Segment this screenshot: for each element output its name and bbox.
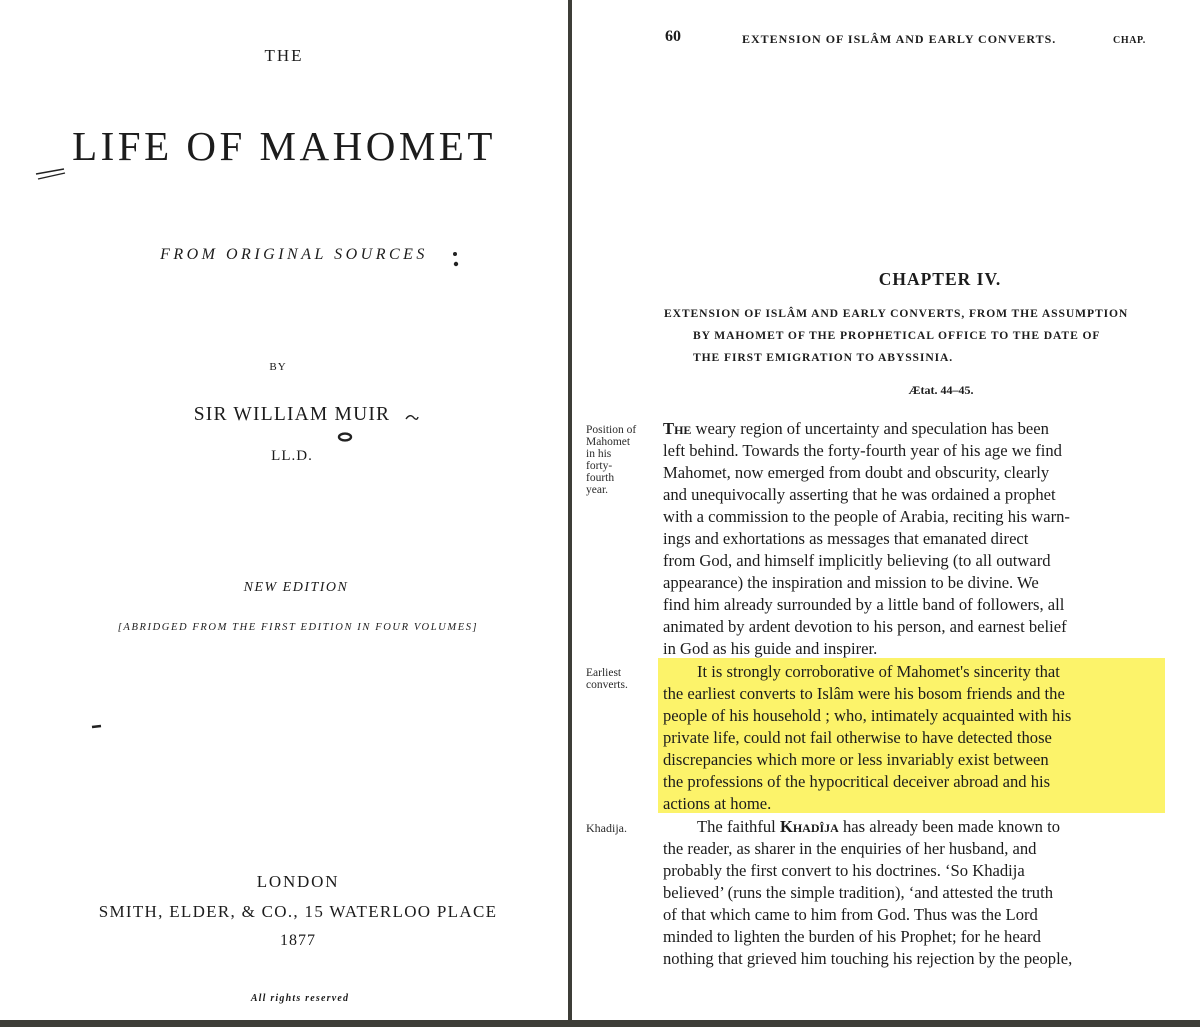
text-line: people of his household ; who, intimately acquainted with his: [663, 706, 1072, 725]
running-chap: CHAP.: [1113, 35, 1146, 46]
edition-label: NEW EDITION: [243, 580, 349, 595]
text-line: find him already surrounded by a little band of followers, all: [663, 595, 1065, 614]
text-line: private life, could not fail otherwise to have detected those: [663, 728, 1052, 747]
text-line: It is strongly corroborative of Mahomet's sincerity that: [697, 662, 1060, 681]
text-line: with a commission to the people of Arabia, reciting his warn-: [663, 507, 1070, 526]
sidenote-line: converts.: [586, 679, 628, 691]
text-line: [663, 816, 1072, 838]
text-line: left behind. Towards the forty-fourth year of his age we find: [663, 441, 1062, 460]
paragraph-khadija: [663, 816, 1072, 970]
text-line: believed’ (runs the simple tradition), ‘and attested the truth: [663, 883, 1053, 902]
summary-line: EXTENSION OF ISLÂM AND EARLY CONVERTS, FROM THE ASSUMPTION: [664, 307, 1129, 320]
chapter-summary: [664, 303, 1154, 369]
sidenote-line: Earliest: [586, 667, 622, 679]
subtitle-text: FROM ORIGINAL SOURCES: [160, 246, 428, 263]
subtitle: [10, 246, 568, 264]
text-line: discrepancies which more or less invariably exist between: [663, 750, 1049, 769]
text-line: [663, 418, 1070, 440]
text-line: in God as his guide and inspirer.: [663, 639, 878, 658]
text-line-post: has already been made known to: [838, 817, 1061, 836]
running-title: EXTENSION OF ISLÂM AND EARLY CONVERTS.: [742, 32, 1057, 46]
bottom-edge: [0, 1020, 1200, 1027]
rights-notice: All rights reserved: [250, 993, 350, 1004]
by-label: BY: [269, 361, 287, 373]
sidenote-converts: [586, 667, 628, 691]
sidenote-line: in his: [586, 448, 612, 460]
paragraph-converts: [663, 661, 1071, 815]
text-line: of that which came to him from God. Thus was the Lord: [663, 905, 1038, 924]
summary-line: THE FIRST EMIGRATION TO ABYSSINIA.: [693, 351, 954, 364]
sidenote-line: forty-: [586, 460, 613, 472]
text-page: [572, 0, 1200, 1020]
sidenote-line: fourth: [586, 472, 615, 484]
author-degree: LL.D.: [271, 448, 313, 464]
title-the: THE: [264, 46, 304, 65]
page-number: 60: [665, 28, 681, 45]
text-line-pre: The faithful: [697, 817, 780, 836]
sidenote-line: year.: [586, 484, 609, 496]
book-title: LIFE OF MAHOMET: [72, 123, 496, 169]
sidenote-line: Khadija.: [586, 821, 627, 835]
text-line: appearance) the inspiration and mission to be divine. We: [663, 573, 1039, 592]
sidenote-khadija: [586, 822, 627, 834]
khadija-name: Khadîja: [779, 817, 839, 836]
ink-blot-mark: [336, 431, 354, 443]
title-page: [0, 0, 568, 1020]
abridged-note: [ABRIDGED FROM THE FIRST EDITION IN FOUR VOLUMES]: [117, 622, 479, 633]
summary-line: BY MAHOMET OF THE PROPHETICAL OFFICE TO THE DATE OF: [693, 329, 1101, 342]
text-line: Mahomet, now emerged from doubt and obscurity, clearly: [663, 463, 1050, 482]
author-name: SIR WILLIAM MUIR: [193, 404, 391, 425]
text-line: from God, and himself implicitly believing (to all outward: [663, 551, 1051, 570]
ink-flourish-mark: [404, 411, 420, 423]
text-line: probably the first convert to his doctrines. ‘So Khadija: [663, 861, 1025, 880]
publisher-name: SMITH, ELDER, & CO., 15 WATERLOO PLACE: [98, 902, 498, 921]
text-line: the earliest converts to Islâm were his bosom friends and the: [663, 684, 1065, 703]
paragraph-position: [663, 418, 1070, 660]
etat-label: Ætat. 44–45.: [908, 383, 974, 397]
text-line: animated by ardent devotion to his person, and earnest belief: [663, 617, 1067, 636]
sidenote-line: Position of: [586, 424, 637, 436]
publication-year: 1877: [280, 932, 316, 949]
chapter-heading: CHAPTER IV.: [878, 269, 1002, 289]
text-line: ings and exhortations as messages that emanated direct: [663, 529, 1029, 548]
ink-dot-mark: [451, 250, 461, 270]
publisher-city: LONDON: [256, 872, 340, 891]
sidenote-position: [586, 424, 636, 496]
text-line: nothing that grieved him touching his rejection by the people,: [663, 949, 1073, 968]
text-line: and unequivocally asserting that he was ordained a prophet: [663, 485, 1056, 504]
text-line: minded to lighten the burden of his Prophet; for he heard: [663, 927, 1041, 946]
text-line: the professions of the hypocritical deceiver abroad and his: [663, 772, 1051, 791]
text-line: the reader, as sharer in the enquiries of her husband, and: [663, 839, 1037, 858]
pencil-underline-mark: [34, 166, 68, 182]
sidenote-line: Mahomet: [586, 436, 631, 448]
ink-dash-mark: [91, 724, 103, 730]
lead-word: The: [663, 419, 692, 438]
text-line: actions at home.: [663, 794, 772, 813]
text-line-rest: weary region of uncertainty and speculation has been: [691, 419, 1049, 438]
